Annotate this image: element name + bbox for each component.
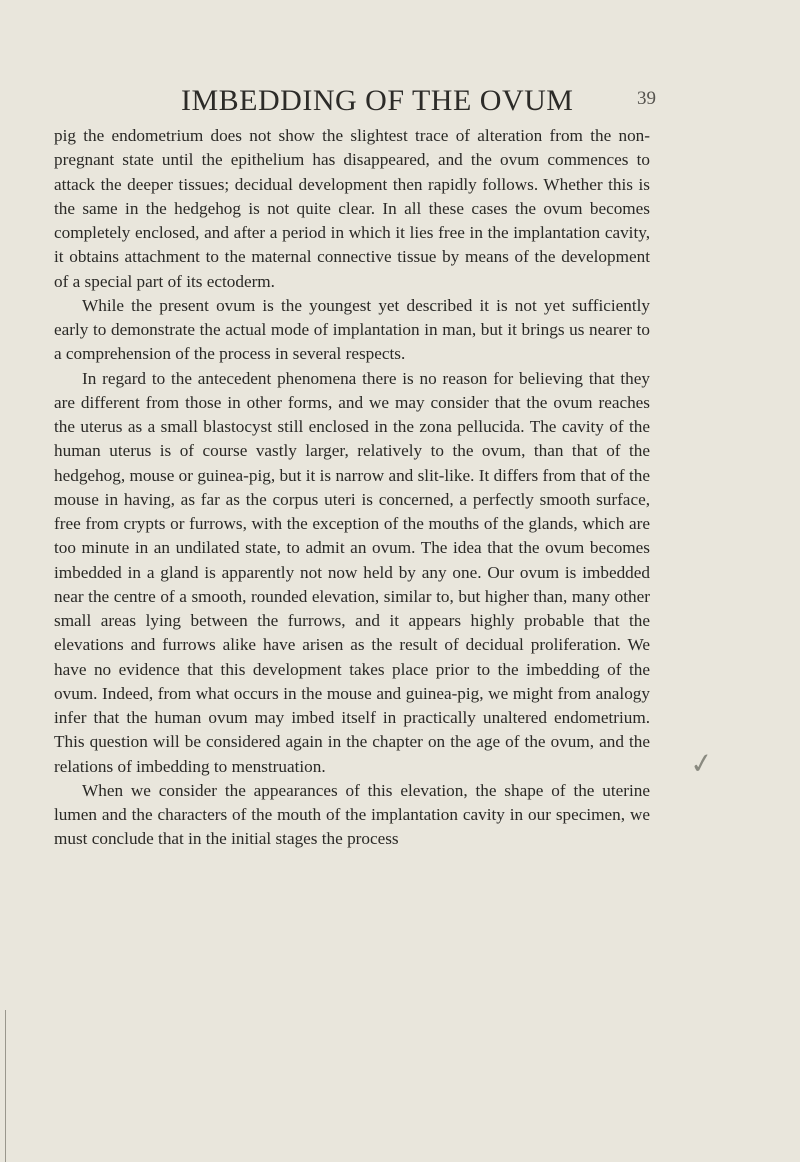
paragraph-1: pig the endometrium does not show the slightest trace of alteration from the non-pregnant state until the epithelium has disappeared, and the ovum commences to attack the deeper tissues; decidual development then rapidly follows. Whether this is the same in the hedgehog is not quite clear. In all these cases the ovum becomes completely enclosed, and after a period in which it lies free in the implantation cavity, it obtains attachment to the maternal connective tissue by means of the development of a special part of its ectoderm.: [54, 126, 650, 291]
running-title: IMBEDDING OF THE OVUM: [181, 84, 574, 117]
body-text: [54, 124, 650, 852]
page-number: 39: [637, 88, 656, 109]
pencil-check-mark: ✓: [687, 745, 716, 782]
paragraph-2: While the present ovum is the youngest yet described it is not yet sufficiently early to demonstrate the actual mode of implantation in man, but it brings us nearer to a comprehension of the process in several respects.: [54, 295, 650, 364]
page-header: [0, 84, 800, 124]
paragraph-3: In regard to the antecedent phenomena there is no reason for believing that they are different from those in other forms, and we may consider that the ovum reaches the uterus as a small blastocyst still enclosed in the zona pellucida. The cavity of the human uterus is of course vastly larger, relatively to the ovum, than that of the hedgehog, mouse or guinea-pig, but it is narrow and slit-like. It differs from that of the mouse in having, as far as the corpus uteri is concerned, a perfectly smooth surface, free from crypts or furrows, with the exception of the mouths of the glands, which are too minute in an undilated state, to admit an ovum. The idea that the ovum becomes imbedded in a gland is apparently not now held by any one. Our ovum is imbedded near the centre of a smooth, rounded elevation, similar to, but higher than, many other small areas lying between the furrows, and it appears highly probable that the elevations and furrows alike have arisen as the result of decidual proliferation. We have no evidence that this development takes place prior to the imbedding of the ovum. Indeed, from what occurs in the mouse and guinea-pig, we might from analogy infer that the human ovum may imbed itself in practically unaltered endometrium. This question will be considered again in the chapter on the age of the ovum, and the relations of imbedding to menstruation.: [54, 368, 650, 776]
page-edge-line: [5, 1010, 6, 1162]
paragraph-4: When we consider the appearances of this elevation, the shape of the uterine lumen and the characters of the mouth of the implantation cavity in our specimen, we must conclude that in the initial stages the process: [54, 780, 650, 849]
